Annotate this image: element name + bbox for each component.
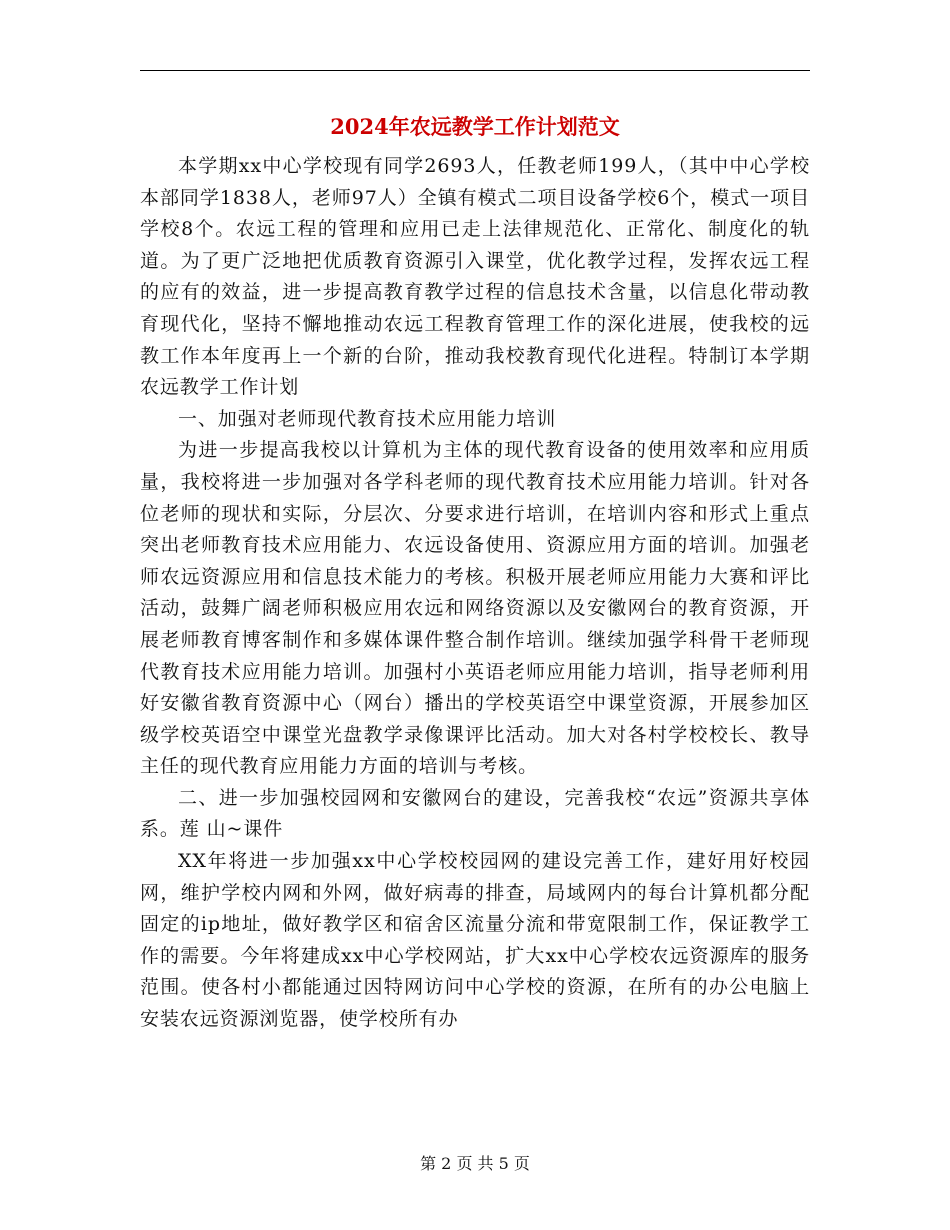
section-heading-1: 一、加强对老师现代教育技术应用能力培训 [178, 407, 557, 430]
header-rule [140, 70, 810, 71]
section-2-paragraph: XX年将进一步加强xx中心学校校园网的建设完善工作，建好用好校园网，维护学校内网和外网，做好病毒的排查，局域网内的每台计算机都分配固定的ip地址，做好教学区和宿舍区流量分流和带宽限制工作，保证教学工作的需要。今年将建成xx中心学校网站，扩大xx中心学校农远资源库的服务范围。使各村小都能通过因特网访问中心学校的资源，在所有的办公电脑上安装农远资源浏览器，使学校所有办 [140, 850, 810, 1031]
intro-paragraph: 本学期xx中心学校现有同学2693人，任教老师199人，（其中中心学校本部同学1838人，老师97人）全镇有模式二项目设备学校6个，模式一项目学校8个。农远工程的管理和应用已走上法律规范化、正常化、制度化的轨道。为了更广泛地把优质教育资源引入课堂，优化教学过程，发挥农远工程的应有的效益，进一步提高教育教学过程的信息技术含量，以信息化带动教育现代化，坚持不懈地推动农远工程教育管理工作的深化进展，使我校的远教工作本年度再上一个新的台阶，推动我校教育现代化进程。特制订本学期农远教学工作计划 [140, 155, 810, 399]
section-1-paragraph: 为进一步提高我校以计算机为主体的现代教育设备的使用效率和应用质量，我校将进一步加强对各学科老师的现代教育技术应用能力培训。针对各位老师的现状和实际，分层次、分要求进行培训，在培训内容和形式上重点突出老师教育技术应用能力、农远设备使用、资源应用方面的培训。加强老师农远资源应用和信息技术能力的考核。积极开展老师应用能力大赛和评比活动，鼓舞广阔老师积极应用农远和网络资源以及安徽网台的教育资源，开展老师教育博客制作和多媒体课件整合制作培训。继续加强学科骨干老师现代教育技术应用能力培训。加强村小英语老师应用能力培训，指导老师利用好安徽省教育资源中心（网台）播出的学校英语空中课堂资源，开展参加区级学校英语空中课堂光盘教学录像课评比活动。加大对各村学校校长、教导主任的现代教育应用能力方面的培训与考核。 [140, 439, 810, 778]
page-number-footer: 第 2 页 共 5 页 [420, 1154, 530, 1173]
document-body [140, 151, 810, 1036]
section-heading-2: 二、进一步加强校园网和安徽网台的建设，完善我校“农远”资源共享体系。莲 山~课件 [140, 786, 810, 841]
document-title: 2024年农远教学工作计划范文 [330, 114, 620, 139]
